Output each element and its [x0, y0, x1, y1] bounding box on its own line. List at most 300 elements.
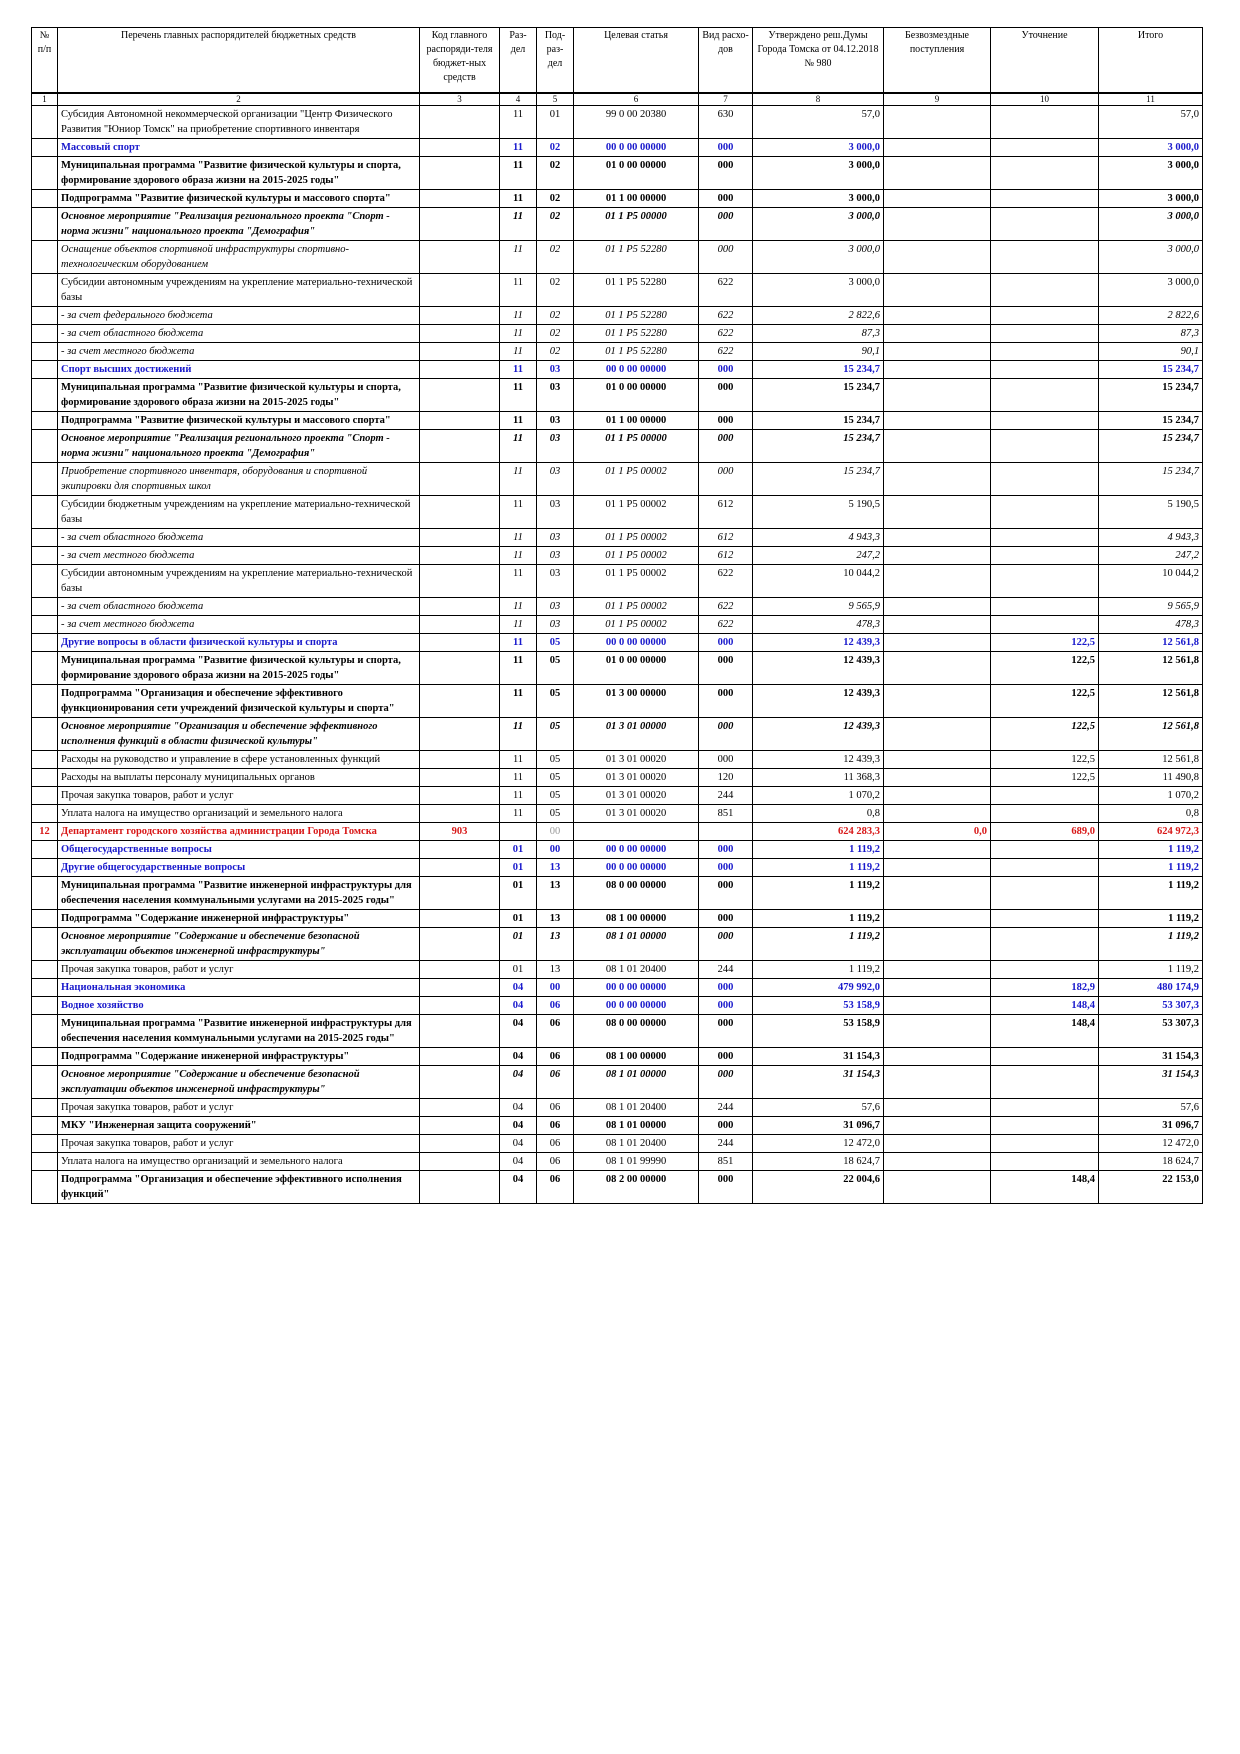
row-grants-amount [884, 325, 991, 343]
row-expense-type: 000 [699, 190, 753, 208]
row-name: Расходы на руководство и управление в сфере установленных функций [58, 751, 420, 769]
row-target-article: 01 1 P5 52280 [574, 274, 699, 307]
row-total-amount: 53 307,3 [1099, 1015, 1203, 1048]
row-expense-type: 000 [699, 1066, 753, 1099]
row-name: Уплата налога на имущество организаций и земельного налога [58, 1153, 420, 1171]
row-podrazdel: 03 [537, 529, 574, 547]
row-grants-amount [884, 361, 991, 379]
table-row [32, 910, 1203, 928]
row-grants-amount [884, 928, 991, 961]
row-razdel: 11 [500, 529, 537, 547]
row-name: Расходы на выплаты персоналу муниципальных органов [58, 769, 420, 787]
row-total-amount: 3 000,0 [1099, 157, 1203, 190]
budget-table [31, 27, 1203, 1204]
row-total-amount: 12 561,8 [1099, 718, 1203, 751]
row-grants-amount [884, 841, 991, 859]
row-code [420, 496, 500, 529]
row-code [420, 157, 500, 190]
row-name: Прочая закупка товаров, работ и услуг [58, 961, 420, 979]
row-number [32, 274, 58, 307]
row-total-amount: 1 070,2 [1099, 787, 1203, 805]
row-number [32, 547, 58, 565]
row-total-amount: 57,6 [1099, 1099, 1203, 1117]
row-podrazdel: 06 [537, 1117, 574, 1135]
row-podrazdel: 13 [537, 928, 574, 961]
row-razdel: 11 [500, 157, 537, 190]
row-code [420, 634, 500, 652]
row-target-article: 08 0 00 00000 [574, 877, 699, 910]
row-razdel: 01 [500, 928, 537, 961]
row-expense-type: 000 [699, 751, 753, 769]
row-podrazdel: 06 [537, 1015, 574, 1048]
row-total-amount: 53 307,3 [1099, 997, 1203, 1015]
row-grants-amount [884, 139, 991, 157]
row-expense-type [699, 823, 753, 841]
row-target-article: 08 1 01 99990 [574, 1153, 699, 1171]
row-correction-amount [991, 190, 1099, 208]
row-expense-type: 000 [699, 1117, 753, 1135]
row-correction-amount [991, 565, 1099, 598]
row-name: Подпрограмма "Развитие физической культуры и массового спорта" [58, 412, 420, 430]
row-razdel: 01 [500, 841, 537, 859]
row-total-amount: 12 472,0 [1099, 1135, 1203, 1153]
row-razdel: 11 [500, 463, 537, 496]
row-expense-type: 244 [699, 961, 753, 979]
row-podrazdel: 02 [537, 325, 574, 343]
table-row [32, 307, 1203, 325]
row-number [32, 190, 58, 208]
table-row [32, 547, 1203, 565]
row-correction-amount [991, 379, 1099, 412]
row-target-article: 01 3 00 00000 [574, 685, 699, 718]
row-correction-amount [991, 910, 1099, 928]
row-correction-amount [991, 1135, 1099, 1153]
row-code [420, 961, 500, 979]
row-name: Приобретение спортивного инвентаря, оборудования и спортивной экипировки для спортивных школ [58, 463, 420, 496]
row-correction-amount [991, 157, 1099, 190]
row-total-amount: 31 154,3 [1099, 1066, 1203, 1099]
row-code [420, 190, 500, 208]
row-correction-amount [991, 496, 1099, 529]
row-expense-type: 622 [699, 307, 753, 325]
row-grants-amount [884, 307, 991, 325]
row-expense-type: 851 [699, 805, 753, 823]
row-number [32, 598, 58, 616]
row-code [420, 529, 500, 547]
row-number [32, 841, 58, 859]
row-name: Субсидия Автономной некоммерческой организации "Центр Физического Развития "Юниор Томск" на приобретение спортивного инвентаря [58, 106, 420, 139]
row-number [32, 1153, 58, 1171]
row-expense-type: 000 [699, 685, 753, 718]
row-target-article: 08 0 00 00000 [574, 1015, 699, 1048]
row-podrazdel: 00 [537, 979, 574, 997]
row-name: Муниципальная программа "Развитие инженерной инфраструктуры для обеспечения населения коммунальными услугами на 2015-2025 годы" [58, 1015, 420, 1048]
row-code [420, 565, 500, 598]
row-target-article: 08 1 01 20400 [574, 961, 699, 979]
table-row [32, 157, 1203, 190]
table-row [32, 343, 1203, 361]
table-row [32, 1048, 1203, 1066]
row-podrazdel: 13 [537, 877, 574, 910]
row-total-amount: 624 972,3 [1099, 823, 1203, 841]
row-target-article: 01 1 P5 00002 [574, 547, 699, 565]
row-number [32, 979, 58, 997]
row-code [420, 361, 500, 379]
row-number [32, 1171, 58, 1204]
row-correction-amount [991, 106, 1099, 139]
row-name: Субсидии автономным учреждениям на укрепление материально-технической базы [58, 274, 420, 307]
row-grants-amount [884, 787, 991, 805]
row-correction-amount [991, 547, 1099, 565]
row-total-amount: 5 190,5 [1099, 496, 1203, 529]
row-expense-type: 000 [699, 877, 753, 910]
row-approved-amount: 15 234,7 [753, 361, 884, 379]
row-total-amount: 22 153,0 [1099, 1171, 1203, 1204]
row-code [420, 652, 500, 685]
row-name: - за счет местного бюджета [58, 616, 420, 634]
table-row [32, 1171, 1203, 1204]
row-grants-amount [884, 805, 991, 823]
table-row [32, 961, 1203, 979]
header-correction: Уточнение [991, 28, 1099, 94]
table-row [32, 430, 1203, 463]
row-approved-amount: 87,3 [753, 325, 884, 343]
row-total-amount: 11 490,8 [1099, 769, 1203, 787]
row-number [32, 961, 58, 979]
row-name: Прочая закупка товаров, работ и услуг [58, 787, 420, 805]
row-expense-type: 622 [699, 565, 753, 598]
row-approved-amount: 31 154,3 [753, 1066, 884, 1099]
row-podrazdel: 06 [537, 1171, 574, 1204]
row-target-article: 01 0 00 00000 [574, 379, 699, 412]
row-number [32, 685, 58, 718]
row-correction-amount: 148,4 [991, 1171, 1099, 1204]
table-row [32, 1117, 1203, 1135]
row-target-article: 01 1 P5 00002 [574, 529, 699, 547]
row-name: Муниципальная программа "Развитие инженерной инфраструктуры для обеспечения населения коммунальными услугами на 2015-2025 годы" [58, 877, 420, 910]
row-expense-type: 000 [699, 430, 753, 463]
row-expense-type: 000 [699, 859, 753, 877]
row-target-article: 01 1 P5 00002 [574, 616, 699, 634]
table-row [32, 325, 1203, 343]
row-grants-amount [884, 343, 991, 361]
row-name: Подпрограмма "Организация и обеспечение эффективного функционирования сети учреждений физической культуры и спорта" [58, 685, 420, 718]
table-row [32, 1099, 1203, 1117]
row-code [420, 1153, 500, 1171]
row-grants-amount [884, 1015, 991, 1048]
row-expense-type: 000 [699, 379, 753, 412]
row-total-amount: 9 565,9 [1099, 598, 1203, 616]
row-razdel: 04 [500, 1117, 537, 1135]
row-razdel: 11 [500, 652, 537, 685]
column-number: 4 [500, 93, 537, 106]
row-correction-amount [991, 412, 1099, 430]
row-number [32, 139, 58, 157]
row-target-article: 00 0 00 00000 [574, 859, 699, 877]
row-razdel: 01 [500, 910, 537, 928]
row-grants-amount [884, 157, 991, 190]
row-podrazdel: 03 [537, 496, 574, 529]
row-grants-amount [884, 1171, 991, 1204]
row-name: МКУ "Инженерная защита сооружений" [58, 1117, 420, 1135]
row-expense-type: 000 [699, 412, 753, 430]
row-target-article: 01 3 01 00020 [574, 769, 699, 787]
column-number: 11 [1099, 93, 1203, 106]
row-grants-amount [884, 1048, 991, 1066]
row-correction-amount [991, 1066, 1099, 1099]
table-row [32, 877, 1203, 910]
header-target: Целевая статья [574, 28, 699, 94]
row-grants-amount [884, 961, 991, 979]
row-approved-amount: 3 000,0 [753, 208, 884, 241]
row-approved-amount: 31 154,3 [753, 1048, 884, 1066]
row-number [32, 1015, 58, 1048]
row-number: 12 [32, 823, 58, 841]
row-approved-amount: 1 119,2 [753, 910, 884, 928]
header-vid: Вид расхо-дов [699, 28, 753, 94]
row-podrazdel: 06 [537, 1066, 574, 1099]
row-podrazdel: 03 [537, 412, 574, 430]
row-grants-amount [884, 1117, 991, 1135]
row-correction-amount [991, 463, 1099, 496]
row-target-article: 08 1 01 00000 [574, 1117, 699, 1135]
row-target-article: 01 0 00 00000 [574, 652, 699, 685]
row-correction-amount [991, 430, 1099, 463]
row-number [32, 529, 58, 547]
row-correction-amount: 122,5 [991, 652, 1099, 685]
row-total-amount: 247,2 [1099, 547, 1203, 565]
row-approved-amount: 12 439,3 [753, 652, 884, 685]
row-total-amount: 18 624,7 [1099, 1153, 1203, 1171]
row-grants-amount [884, 598, 991, 616]
row-number [32, 361, 58, 379]
row-correction-amount [991, 1117, 1099, 1135]
row-name: Субсидии автономным учреждениям на укрепление материально-технической базы [58, 565, 420, 598]
row-approved-amount: 1 119,2 [753, 841, 884, 859]
row-podrazdel: 03 [537, 547, 574, 565]
row-number [32, 769, 58, 787]
row-razdel: 04 [500, 1171, 537, 1204]
row-total-amount: 1 119,2 [1099, 961, 1203, 979]
row-grants-amount [884, 877, 991, 910]
row-razdel: 11 [500, 598, 537, 616]
row-correction-amount [991, 343, 1099, 361]
row-razdel: 11 [500, 241, 537, 274]
row-correction-amount [991, 598, 1099, 616]
row-name: Водное хозяйство [58, 997, 420, 1015]
row-code [420, 718, 500, 751]
row-number [32, 208, 58, 241]
row-grants-amount [884, 652, 991, 685]
table-row [32, 412, 1203, 430]
row-code [420, 274, 500, 307]
row-number [32, 379, 58, 412]
row-total-amount: 31 096,7 [1099, 1117, 1203, 1135]
row-number [32, 634, 58, 652]
row-number [32, 859, 58, 877]
row-approved-amount: 12 439,3 [753, 685, 884, 718]
row-number [32, 1099, 58, 1117]
row-approved-amount: 12 472,0 [753, 1135, 884, 1153]
row-total-amount: 0,8 [1099, 805, 1203, 823]
row-podrazdel: 03 [537, 430, 574, 463]
row-approved-amount: 12 439,3 [753, 751, 884, 769]
row-podrazdel: 06 [537, 1135, 574, 1153]
row-target-article: 01 0 00 00000 [574, 157, 699, 190]
row-grants-amount [884, 430, 991, 463]
row-target-article: 01 1 P5 52280 [574, 343, 699, 361]
table-row [32, 805, 1203, 823]
row-approved-amount: 15 234,7 [753, 463, 884, 496]
row-number [32, 412, 58, 430]
row-razdel: 11 [500, 547, 537, 565]
row-razdel: 11 [500, 565, 537, 598]
row-number [32, 877, 58, 910]
row-code [420, 787, 500, 805]
row-code [420, 307, 500, 325]
row-total-amount: 1 119,2 [1099, 841, 1203, 859]
row-approved-amount: 53 158,9 [753, 997, 884, 1015]
row-grants-amount [884, 910, 991, 928]
row-podrazdel: 00 [537, 823, 574, 841]
row-correction-amount [991, 1048, 1099, 1066]
row-correction-amount: 148,4 [991, 997, 1099, 1015]
row-razdel: 11 [500, 787, 537, 805]
row-correction-amount [991, 877, 1099, 910]
row-correction-amount [991, 1153, 1099, 1171]
row-correction-amount [991, 139, 1099, 157]
row-podrazdel: 00 [537, 841, 574, 859]
row-approved-amount: 4 943,3 [753, 529, 884, 547]
row-podrazdel: 06 [537, 1153, 574, 1171]
row-number [32, 787, 58, 805]
row-code [420, 463, 500, 496]
row-approved-amount: 15 234,7 [753, 412, 884, 430]
row-grants-amount [884, 463, 991, 496]
row-target-article: 01 1 P5 52280 [574, 241, 699, 274]
row-approved-amount: 3 000,0 [753, 157, 884, 190]
table-row [32, 823, 1203, 841]
row-name: Уплата налога на имущество организаций и земельного налога [58, 805, 420, 823]
table-row [32, 529, 1203, 547]
column-number: 8 [753, 93, 884, 106]
table-row [32, 616, 1203, 634]
row-grants-amount [884, 1153, 991, 1171]
row-razdel: 11 [500, 343, 537, 361]
row-target-article: 08 1 00 00000 [574, 1048, 699, 1066]
row-name: Основное мероприятие "Содержание и обеспечение безопасной эксплуатации объектов инженерной инфраструктуры" [58, 1066, 420, 1099]
row-target-article [574, 823, 699, 841]
row-total-amount: 31 154,3 [1099, 1048, 1203, 1066]
row-target-article: 01 1 P5 00000 [574, 208, 699, 241]
row-razdel: 01 [500, 877, 537, 910]
row-number [32, 430, 58, 463]
row-approved-amount: 18 624,7 [753, 1153, 884, 1171]
row-name: Основное мероприятие "Содержание и обеспечение безопасной эксплуатации объектов инженерной инфраструктуры" [58, 928, 420, 961]
row-code [420, 841, 500, 859]
row-approved-amount: 479 992,0 [753, 979, 884, 997]
row-podrazdel: 13 [537, 961, 574, 979]
row-podrazdel: 02 [537, 241, 574, 274]
row-name: Муниципальная программа "Развитие физической культуры и спорта, формирование здорового образа жизни на 2015-2025 годы" [58, 379, 420, 412]
row-expense-type: 244 [699, 1135, 753, 1153]
row-code [420, 1099, 500, 1117]
row-razdel: 11 [500, 106, 537, 139]
header-row [32, 28, 1203, 94]
row-target-article: 01 1 00 00000 [574, 190, 699, 208]
row-podrazdel: 06 [537, 1048, 574, 1066]
row-total-amount: 15 234,7 [1099, 379, 1203, 412]
row-total-amount: 3 000,0 [1099, 190, 1203, 208]
table-row [32, 634, 1203, 652]
row-name: Другие вопросы в области физической культуры и спорта [58, 634, 420, 652]
row-total-amount: 1 119,2 [1099, 877, 1203, 910]
row-podrazdel: 02 [537, 190, 574, 208]
row-total-amount: 3 000,0 [1099, 208, 1203, 241]
row-target-article: 00 0 00 00000 [574, 361, 699, 379]
row-target-article: 01 1 P5 00002 [574, 598, 699, 616]
row-grants-amount [884, 106, 991, 139]
table-row [32, 565, 1203, 598]
row-approved-amount: 3 000,0 [753, 274, 884, 307]
header-approved: Утверждено реш.Думы Города Томска от 04.12.2018 № 980 [753, 28, 884, 94]
row-total-amount: 15 234,7 [1099, 412, 1203, 430]
row-target-article: 01 1 P5 00000 [574, 430, 699, 463]
row-name: - за счет областного бюджета [58, 529, 420, 547]
row-grants-amount [884, 274, 991, 307]
row-approved-amount: 15 234,7 [753, 379, 884, 412]
row-correction-amount [991, 787, 1099, 805]
row-target-article: 00 0 00 00000 [574, 139, 699, 157]
row-name: - за счет местного бюджета [58, 343, 420, 361]
row-razdel: 11 [500, 361, 537, 379]
row-grants-amount [884, 496, 991, 529]
row-target-article: 08 1 01 00000 [574, 928, 699, 961]
row-approved-amount: 15 234,7 [753, 430, 884, 463]
row-approved-amount: 3 000,0 [753, 139, 884, 157]
row-name: Субсидии бюджетным учреждениям на укрепление материально-технической базы [58, 496, 420, 529]
row-podrazdel: 13 [537, 859, 574, 877]
row-grants-amount [884, 379, 991, 412]
row-name: Основное мероприятие "Реализация регионального проекта "Спорт - норма жизни" национального проекта "Демография" [58, 430, 420, 463]
row-expense-type: 000 [699, 157, 753, 190]
row-podrazdel: 03 [537, 463, 574, 496]
row-podrazdel: 03 [537, 616, 574, 634]
row-grants-amount [884, 979, 991, 997]
table-row [32, 685, 1203, 718]
row-grants-amount [884, 859, 991, 877]
row-number [32, 157, 58, 190]
row-podrazdel: 02 [537, 274, 574, 307]
table-row [32, 274, 1203, 307]
row-expense-type: 630 [699, 106, 753, 139]
row-target-article: 01 1 P5 52280 [574, 325, 699, 343]
row-approved-amount: 2 822,6 [753, 307, 884, 325]
row-code [420, 910, 500, 928]
row-expense-type: 622 [699, 343, 753, 361]
row-expense-type: 000 [699, 241, 753, 274]
row-podrazdel: 03 [537, 598, 574, 616]
row-correction-amount: 148,4 [991, 1015, 1099, 1048]
row-podrazdel: 05 [537, 805, 574, 823]
row-target-article: 08 1 01 20400 [574, 1099, 699, 1117]
column-number: 2 [58, 93, 420, 106]
row-number [32, 997, 58, 1015]
row-correction-amount [991, 841, 1099, 859]
row-razdel: 11 [500, 430, 537, 463]
row-total-amount: 15 234,7 [1099, 361, 1203, 379]
row-expense-type: 622 [699, 598, 753, 616]
